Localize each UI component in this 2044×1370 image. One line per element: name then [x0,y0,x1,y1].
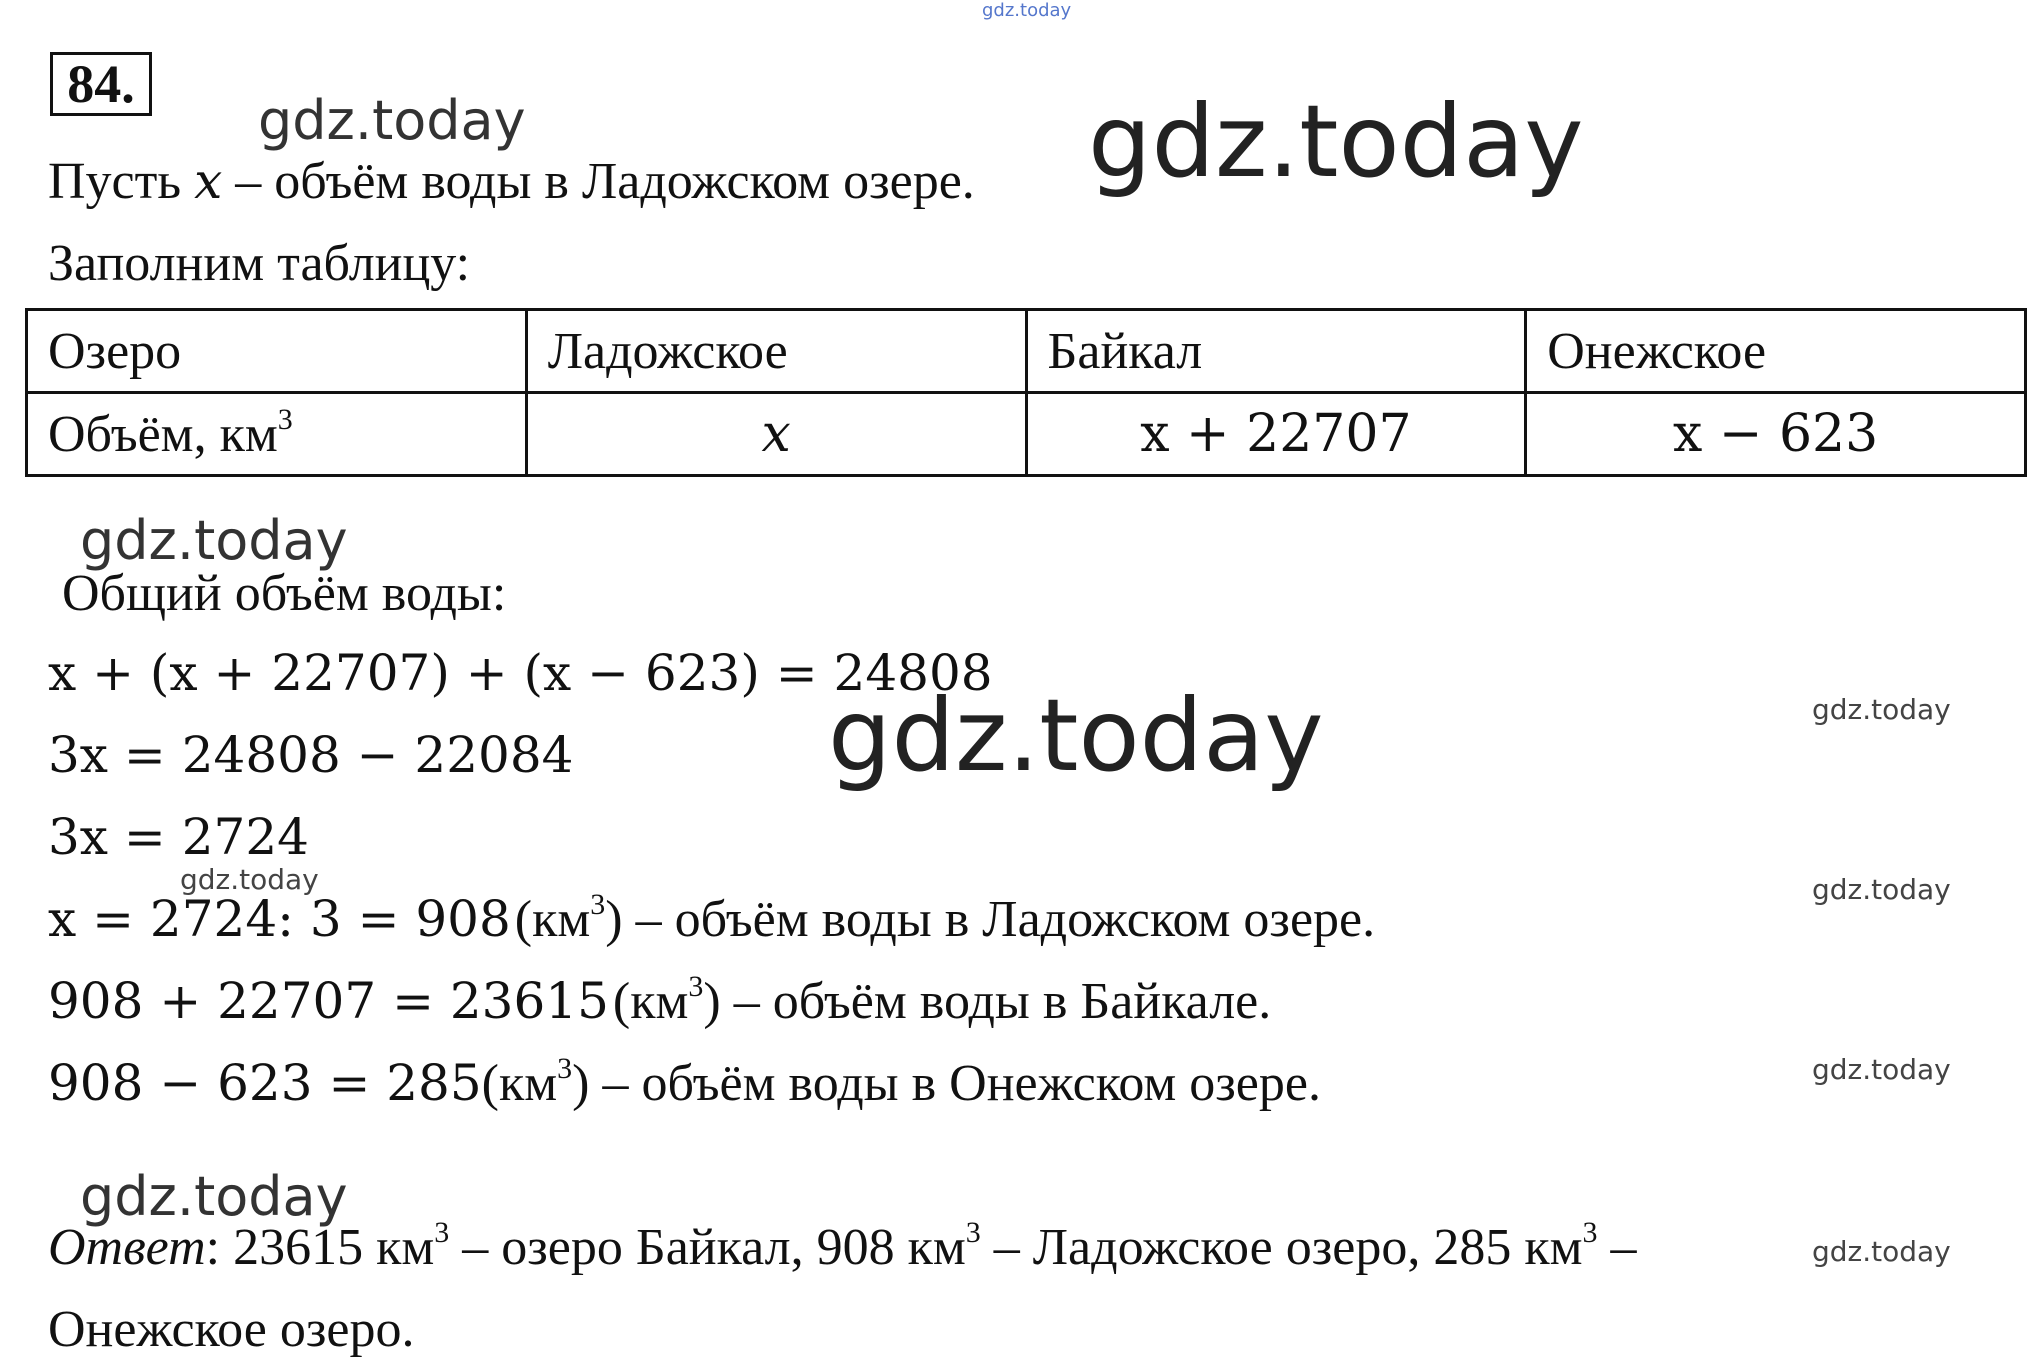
equation-1: x + (x + 22707) + (x − 623) = 24808 [48,644,993,702]
answer-label: Ответ [48,1219,206,1276]
watermark: gdz.today [982,0,1072,21]
equation-2: 3x = 24808 − 22084 [48,726,574,784]
watermark: gdz.today [1088,83,1584,200]
fill-table-label: Заполним таблицу: [48,235,471,292]
table-header-cell: Онежское [1526,310,2026,393]
line6-text: ) – объём воды в Онежском озере. [572,1055,1321,1112]
superscript: 3 [688,970,704,1003]
watermark: gdz.today [180,863,319,896]
watermark: gdz.today [258,89,526,152]
table-header-row [27,310,2026,393]
intro-line [48,152,975,210]
watermark: gdz.today [828,677,1324,794]
lake-volume-table [25,308,2027,477]
answer-line: Ответ: 23615 $км^3$ – озеро Байкал, 908 $км^3$ – Ладожское озеро, 285 $км^3$ – [48,1216,1637,1276]
table-cell-onega: x − 623 [1526,393,2026,476]
intro-variable: x [194,152,223,210]
intro-let-suffix: – объём воды в Ладожском озере. [222,153,975,210]
superscript: 3 [557,1052,573,1085]
table-header-cell: Ладожское [526,310,1026,393]
answer-line-2: Онежское озеро. [48,1301,415,1358]
table-row-label: Объём, $км^3$ [27,393,527,476]
superscript: 3 [590,888,606,921]
table-row [27,393,2026,476]
superscript: 3 [277,402,293,436]
watermark: gdz.today [1812,1053,1951,1086]
solution-line-onega [48,1052,1321,1112]
watermark: gdz.today [80,1165,348,1228]
solution-line-ladoga [48,888,1376,948]
superscript: 3 [1582,1216,1598,1249]
line5-unit: (км [612,973,689,1030]
solution-line-baikal [48,970,1272,1030]
line4-unit: (км [514,891,591,948]
line5-text: ) – объём воды в Байкале. [703,973,1272,1030]
line6-math: 908 − 623 = 285 [48,1054,482,1112]
watermark: gdz.today [1812,873,1951,906]
watermark: gdz.today [80,509,348,572]
total-volume-label: Общий объём воды: [62,565,507,622]
watermark: gdz.today [1812,1235,1951,1268]
table-cell-baikal: x + 22707 [1026,393,1526,476]
equation-3: 3x = 2724 [48,808,309,866]
superscript: 3 [965,1216,981,1249]
watermark: gdz.today [1812,693,1951,726]
table-header-cell: Озеро [27,310,527,393]
line5-math: 908 + 22707 = 23615 [48,972,609,1030]
table-header-cell: Байкал [1026,310,1526,393]
intro-let-prefix: Пусть [48,153,195,210]
line4-text: ) – объём воды в Ладожском озере. [605,891,1376,948]
task-number: 84. [50,52,152,116]
line6-unit: (км [481,1055,558,1112]
superscript: 3 [434,1216,450,1249]
table-cell-ladoga: x [526,393,1026,476]
line4-math: x = 2724: 3 = 908 [48,890,511,948]
